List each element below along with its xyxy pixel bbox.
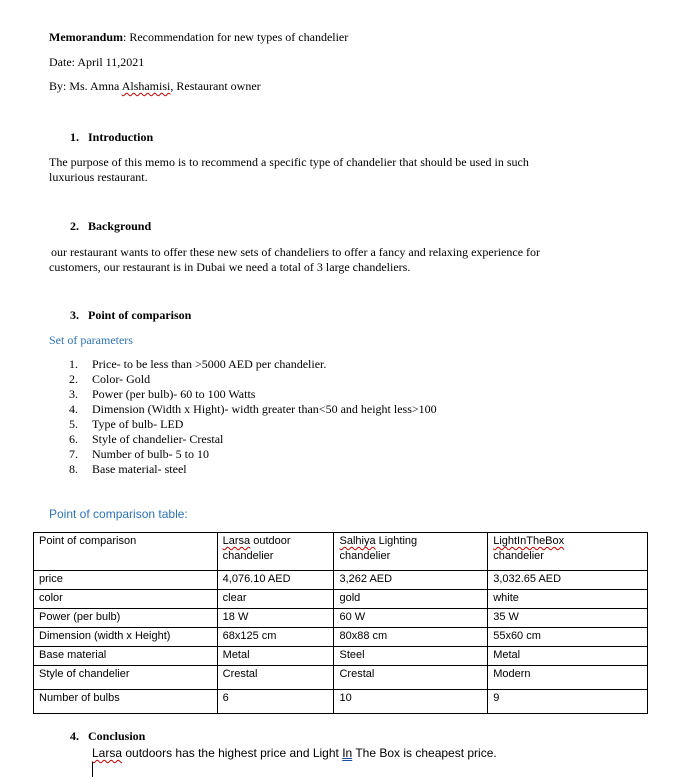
list-item-number: 8. — [69, 462, 78, 476]
conclusion-word-larsa: Larsa — [92, 746, 123, 760]
header-cell-lightinthebox — [488, 533, 648, 571]
header-lightinthebox-brand: LightInTheBox — [493, 535, 565, 547]
list-item-text: Type of bulb- LED — [92, 417, 184, 431]
list-item-number: 2. — [69, 372, 78, 386]
list-item — [49, 372, 437, 387]
introduction-paragraph — [49, 155, 609, 185]
list-item-number: 7. — [69, 447, 78, 461]
conclusion-word-in: In — [342, 746, 353, 760]
heading-conclusion: 4. Conclusion — [70, 729, 146, 743]
list-item — [49, 387, 437, 402]
header-salhiya-rest: Lighting — [375, 535, 418, 547]
table-row — [34, 590, 648, 609]
header-salhiya-line2: chandelier — [339, 550, 391, 562]
cell-larsa: clear — [217, 590, 334, 609]
cell-larsa: 68x125 cm — [217, 628, 334, 647]
row-label: Number of bulbs — [34, 690, 218, 714]
list-item-text: Power (per bulb)- 60 to 100 Watts — [92, 387, 256, 401]
header-cell-label: Point of comparison — [34, 533, 218, 571]
conclusion-end: The Box is cheapest price. — [352, 746, 497, 760]
cell-salhiya: 60 W — [334, 609, 488, 628]
memo-author-name: Alshamisi — [121, 79, 171, 93]
list-item-number: 1. — [69, 357, 78, 371]
row-label: Power (per bulb) — [34, 609, 218, 628]
cell-lightinthebox: Modern — [488, 666, 648, 690]
list-item-number: 5. — [69, 417, 78, 431]
memo-title-line — [49, 30, 348, 45]
memo-by-suffix: , Restaurant owner — [170, 79, 261, 93]
background-line-2: customers, our restaurant is in Dubai we need a total of 3 large chandeliers. — [49, 260, 411, 274]
table-row — [34, 628, 648, 647]
list-item-text: Dimension (Width x Hight)- width greater than<50 and height less>100 — [92, 402, 437, 416]
list-item — [49, 402, 437, 417]
list-item — [49, 462, 437, 477]
text-cursor[interactable] — [92, 762, 93, 777]
cell-lightinthebox: 35 W — [488, 609, 648, 628]
header-larsa-rest: outdoor — [250, 535, 291, 547]
cell-lightinthebox: 55x60 cm — [488, 628, 648, 647]
heading-introduction: 1. Introduction — [70, 130, 154, 144]
introduction-line-1: The purpose of this memo is to recommend a specific type of chandelier that should be used in such — [49, 155, 529, 169]
cell-lightinthebox: 9 — [488, 690, 648, 714]
list-item-text: Style of chandelier- Crestal — [92, 432, 224, 446]
cell-lightinthebox: Metal — [488, 647, 648, 666]
memo-by-prefix: By: Ms. Amna — [49, 79, 122, 93]
cell-larsa: Metal — [217, 647, 334, 666]
table-row — [34, 609, 648, 628]
memo-author-line — [49, 79, 261, 94]
cell-lightinthebox: 3,032.65 AED — [488, 571, 648, 590]
list-item-text: Price- to be less than >5000 AED per chandelier. — [92, 357, 327, 371]
background-line-1: our restaurant wants to offer these new sets of chandeliers to offer a fancy and relaxing experience for — [51, 245, 541, 259]
cell-salhiya: 3,262 AED — [334, 571, 488, 590]
table-header-row — [34, 533, 648, 571]
list-item-text: Color- Gold — [92, 372, 151, 386]
conclusion-middle: outdoors has the highest price and Light — [122, 746, 343, 760]
memo-subject: : Recommendation for new types of chandelier — [123, 30, 349, 44]
header-cell-salhiya — [334, 533, 488, 571]
cell-salhiya: Crestal — [334, 666, 488, 690]
list-item — [49, 447, 437, 462]
list-item — [49, 432, 437, 447]
cell-larsa: 6 — [217, 690, 334, 714]
cell-larsa: 4,076.10 AED — [217, 571, 334, 590]
cell-salhiya: Steel — [334, 647, 488, 666]
table-row — [34, 571, 648, 590]
table-row — [34, 690, 648, 714]
row-label: price — [34, 571, 218, 590]
header-cell-larsa — [217, 533, 334, 571]
list-item-text: Number of bulb- 5 to 10 — [92, 447, 209, 461]
cell-salhiya: 80x88 cm — [334, 628, 488, 647]
header-lightinthebox-line2: chandelier — [493, 550, 544, 562]
header-larsa-brand: Larsa — [222, 535, 251, 547]
cell-salhiya: gold — [334, 590, 488, 609]
conclusion-sentence — [92, 746, 497, 760]
header-salhiya-brand: Salhiya — [339, 535, 376, 547]
cell-larsa: 18 W — [217, 609, 334, 628]
comparison-table — [33, 532, 648, 714]
subheading-set-of-parameters: Set of parameters — [49, 333, 133, 347]
row-label: color — [34, 590, 218, 609]
parameters-list — [49, 357, 437, 477]
row-label: Dimension (width x Height) — [34, 628, 218, 647]
cell-lightinthebox: white — [488, 590, 648, 609]
list-item-number: 6. — [69, 432, 78, 446]
heading-background: 2. Background — [70, 219, 152, 233]
heading-point-of-comparison: 3. Point of comparison — [70, 308, 192, 322]
background-paragraph — [51, 245, 611, 275]
memo-label: Memorandum — [49, 30, 123, 44]
row-label: Base material — [34, 647, 218, 666]
introduction-line-2: luxurious restaurant. — [49, 170, 148, 184]
cell-larsa: Crestal — [217, 666, 334, 690]
list-item-text: Base material- steel — [92, 462, 187, 476]
header-larsa-line2: chandelier — [222, 550, 274, 562]
row-label: Style of chandelier — [34, 666, 218, 690]
memo-date: Date: April 11,2021 — [49, 55, 145, 69]
table-row — [34, 647, 648, 666]
list-item — [49, 417, 437, 432]
table-caption: Point of comparison table: — [49, 507, 188, 521]
list-item — [49, 357, 437, 372]
table-row — [34, 666, 648, 690]
list-item-number: 4. — [69, 402, 78, 416]
list-item-number: 3. — [69, 387, 78, 401]
cell-salhiya: 10 — [334, 690, 488, 714]
